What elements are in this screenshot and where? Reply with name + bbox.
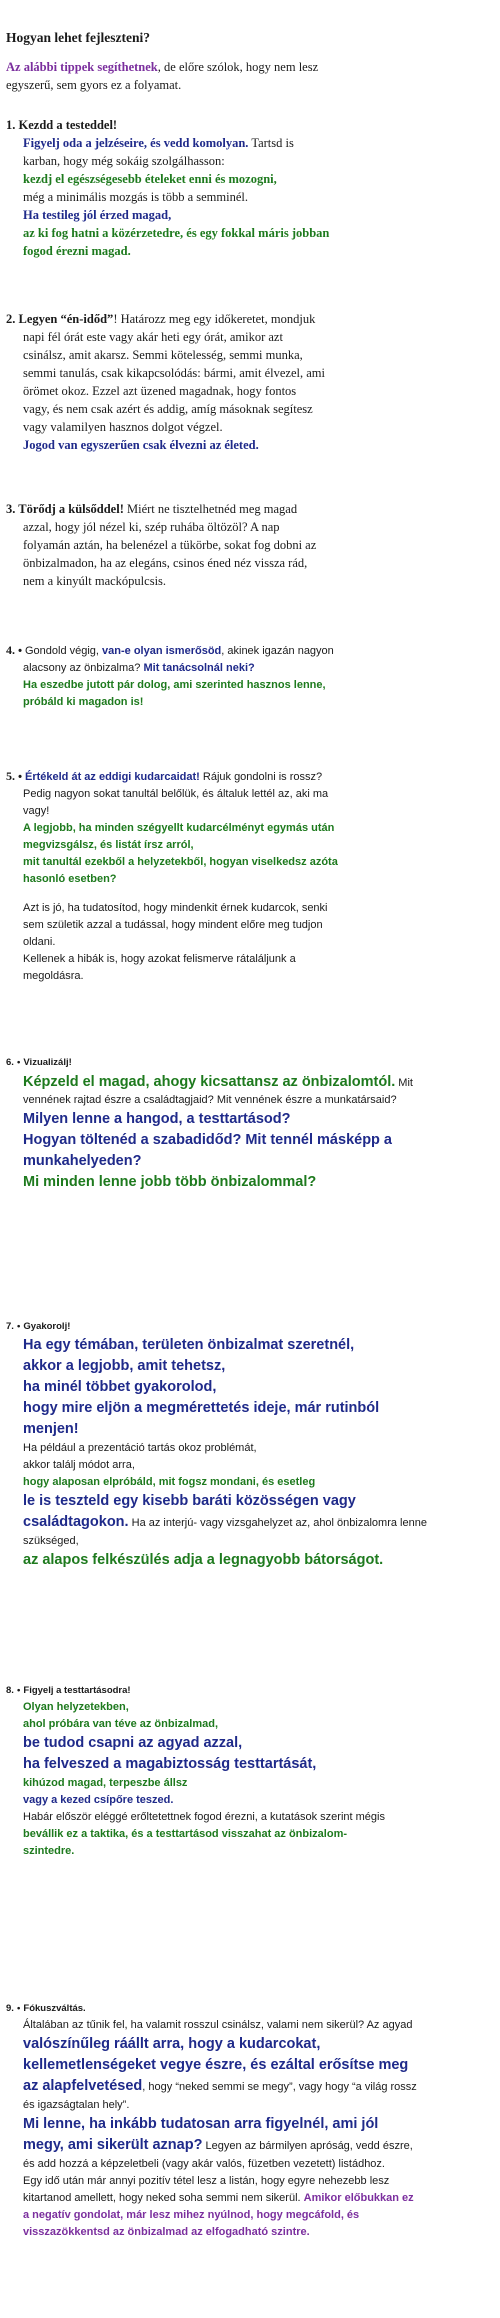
tip-3-line-2: azzal, hogy jól nézel ki, szép ruhába öltözöl? A nap [23,520,280,534]
tip-2-line-5: örömet okoz. Ezzel azt üzened magadnak, hogy fontos [23,384,297,398]
tip-9-line-12: visszazökkentsd az önbizalmad az elfogadható szintre. [23,2226,310,2238]
tip-6 [6,1054,496,1193]
tip-7-line-12: az alapos felkészülés adja a legnagyobb bátorságot. [23,1552,384,1568]
tip-3-line-4: önbizalmadon, ha az elegáns, csinos éned néz vissza rád, [23,556,308,570]
tip-6-label: Vizualizálj! [23,1057,72,1068]
tip-7-label: Gyakorolj! [23,1321,71,1332]
tip-9-line-10b: Amikor előbukkan ez [303,2192,414,2204]
tip-1-line-5: Ha testileg jól érzed magad, [23,208,172,222]
tip-4-line-2b: Mit tanácsolnál neki? [143,662,255,674]
tip-4-line-2a: alacsony az önbizalma? [23,662,144,674]
tip-8-line-9: szintedre. [23,1845,75,1857]
tip-2-line-2: napi fél órát este vagy akár heti egy órát, amikor azt [23,330,283,344]
tip-6-line-2: vennének rajtad észre a családtagjaid? Mit vennének észre a munkatársaid? [23,1094,397,1106]
tip-8-line-6: vagy a kezed csípőre teszed. [23,1794,174,1806]
tip-7-line-10b: Ha az interjú- vagy vizsgahelyzet az, ahol önbizalomra lenne [128,1517,427,1529]
tip-7-line-8: hogy alaposan elpróbáld, mit fogsz mondani, és esetleg [23,1476,316,1488]
tip-8-line-3: be tudod csapni az agyad azzal, [23,1735,243,1751]
tip-7-line-10a: családtagokon. [23,1514,129,1530]
tip-5-line-8: Azt is jó, ha tudatosítod, hogy mindenkit érnek kudarcok, senki [23,902,328,914]
tip-5-number: 5. [6,769,15,783]
tip-9-number: 9. [6,2003,14,2014]
tip-2 [6,310,496,454]
tip-7-line-5: menjen! [23,1421,79,1437]
tip-3 [6,500,496,590]
tip-9-line-2: valószínűleg ráállt arra, hogy a kudarcokat, [23,2036,321,2052]
tip-1-heading: 1. Kezdd a testeddel! [6,118,118,132]
tip-5-line-12: megoldásra. [23,970,84,982]
tip-1-line-7: fogod érezni magad. [23,244,131,258]
tip-1-line-4: még a minimális mozgás is több a semminél. [23,190,248,204]
tip-9-line-5: és igazságtalan hely”. [23,2099,130,2111]
tip-9-line-4a: az alapfelvetésed [23,2078,143,2094]
tip-9-line-3: kellemetlenségeket vegye észre, és ezáltal erősítse meg [23,2057,409,2073]
tip-5-line-7: hasonló esetben? [23,873,117,885]
bullet-icon: • [17,1685,21,1696]
tip-3-line-5: nem a kinyúlt mackópulcsis. [23,574,167,588]
tip-1-line-1a: Figyelj oda a jelzéseire, és vedd komolyan. [23,136,249,150]
tip-9-line-4b: , hogy “neked semmi se megy”, vagy hogy “a világ rossz [142,2081,417,2093]
tip-7-line-9: le is teszteld egy kisebb baráti közösségen vagy [23,1493,356,1509]
tip-9-line-9: Egy idő után már annyi pozitív tétel lesz a listán, hogy egyre nehezebb lesz [23,2175,390,2187]
tip-2-heading: 2. Legyen “én-időd” [6,312,114,326]
tip-3-line-3: folyamán aztán, ha belenézel a tükörbe, sokat fog dobni az [23,538,317,552]
tip-5-line-11: Kellenek a hibák is, hogy azokat felismerve rátaláljunk a [23,953,296,965]
tip-6-line-3: Milyen lenne a hangod, a testtartásod? [23,1111,291,1127]
bullet-icon: • [18,771,22,783]
tip-8-number: 8. [6,1685,14,1696]
tip-5-line-9: sem születik azzal a tudással, hogy mindent előre meg tudjon [23,919,323,931]
tip-2-line-1: ! Határozz meg egy időkeretet, mondjuk [113,312,316,326]
tip-5-line-5: megvizsgálsz, és listát írsz arról, [23,839,194,851]
tip-6-number: 6. [6,1057,14,1068]
tip-5-line-4: A legjobb, ha minden szégyellt kudarcélményt egymás után [23,822,335,834]
tip-4-line-4: próbáld ki magadon is! [23,696,144,708]
tip-4-line-1b: van-e olyan ismerősöd [102,645,222,657]
tip-7 [6,1318,496,1571]
page-title: Hogyan lehet fejleszteni? [6,30,150,45]
tip-2-line-4: semmi tanulás, csak kikapcsolódás: bármi, amit élvezel, ami [23,366,325,380]
tip-4-line-1a: Gondold végig, [24,645,103,657]
tip-1-line-3: kezdj el egészségesebb ételeket enni és mozogni, [23,172,277,186]
tip-6-line-4: Hogyan töltenéd a szabadidőd? Mit tennél másképp a [23,1132,392,1148]
tip-2-line-3: csinálsz, amit akarsz. Semmi kötelesség, semmi munka, [23,348,303,362]
tip-5 [6,768,496,985]
tip-4-number: 4. [6,643,15,657]
tip-5-heading: Értékeld át az eddigi kudarcaidat! [24,771,200,783]
bullet-icon: • [17,2003,21,2014]
tip-6-line-1a: Képzeld el magad, ahogy kicsattansz az önbizalomtól. [23,1074,396,1090]
tip-9-line-8: és add hozzá a képzeletbeli (vagy akár valós, füzetben vezetett) listádhoz. [23,2158,385,2170]
tip-8-line-8: bevállik ez a taktika, és a testtartásod visszahat az önbizalom- [23,1828,348,1840]
tip-9-label: Fókuszváltás. [23,2003,86,2014]
intro-rest-2: egyszerű, sem gyors ez a folyamat. [6,78,182,92]
tip-8-label: Figyelj a testtartásodra! [23,1685,131,1696]
tip-8-line-4: ha felveszed a magabiztosság testtartását, [23,1756,317,1772]
tip-6-line-1b: Mit [395,1077,413,1089]
tip-1-line-1b: Tartsd is [248,136,294,150]
tip-1-line-2: karban, hogy még sokáig szolgálhasson: [23,154,225,168]
tip-6-line-5: munkahelyeden? [23,1153,142,1169]
tip-2-line-7: vagy valamilyen hasznos dolgot végzel. [23,420,223,434]
tip-9-line-11: a negatív gondolat, már lesz mihez nyúlnod, hogy megcáfold, és [23,2209,360,2221]
tip-8-line-5: kihúzod magad, terpeszbe állsz [23,1777,188,1789]
tip-5-line-10: oldani. [23,936,56,948]
intro-lead: Az alábbi tippek segíthetnek [6,60,158,74]
bullet-icon: • [17,1057,21,1068]
tip-9-line-1: Általában az tűnik fel, ha valamit rosszul csinálsz, valami nem sikerül? Az agyad [23,2019,413,2031]
intro-rest-1: , de előre szólok, hogy nem lesz [157,60,319,74]
tip-1-line-6: az ki fog hatni a közérzetedre, és egy fokkal máris jobban [23,226,330,240]
tip-9-line-7b: Legyen az bármilyen apróság, vedd észre, [202,2140,413,2152]
bullet-icon: • [17,1321,21,1332]
tip-4-line-1c: , akinek igazán nagyon [221,645,334,657]
tip-9-line-10a: kitartanod amellett, hogy neked soha semmi nem sikerül. [23,2192,304,2204]
tip-9-line-7a: megy, ami sikerült aznap? [23,2137,203,2153]
tip-7-line-4: hogy mire eljön a megmérettetés ideje, már rutinból [23,1400,380,1416]
tip-7-line-2: akkor a legjobb, amit tehetsz, [23,1358,226,1374]
tip-7-number: 7. [6,1321,14,1332]
tip-7-line-7: akkor találj módot arra, [23,1459,135,1471]
tip-5-line-2: Pedig nagyon sokat tanultál belőlük, és általuk lettél az, aki ma [23,788,329,800]
tip-5-line-1: Rájuk gondolni is rossz? [199,771,323,783]
tip-3-heading: 3. Törődj a külsőddel! [6,502,124,516]
intro-paragraph [6,58,486,94]
tip-3-line-1: Miért ne tisztelhetnéd meg magad [123,502,298,516]
tip-7-line-3: ha minél többet gyakorolod, [23,1379,217,1395]
tip-2-line-6: vagy, és nem csak azért és addig, amíg másoknak segítesz [23,402,313,416]
tip-2-line-8: Jogod van egyszerűen csak élvezni az életed. [23,438,259,452]
tip-8-line-1: Olyan helyzetekben, [23,1701,129,1713]
tip-4-line-3: Ha eszedbe jutott pár dolog, ami szerinted hasznos lenne, [23,679,326,691]
tip-5-line-3: vagy! [23,805,50,817]
tip-9-line-6: Mi lenne, ha inkább tudatosan arra figyelnél, ami jól [23,2116,379,2132]
tip-8-line-2: ahol próbára van téve az önbizalmad, [23,1718,218,1730]
tip-8-line-7: Habár először eléggé erőltetettnek fogod érezni, a kutatások szerint mégis [23,1811,385,1823]
tip-6-line-6: Mi minden lenne jobb több önbizalommal? [23,1174,317,1190]
tip-7-line-1: Ha egy témában, területen önbizalmat szeretnél, [23,1337,355,1353]
tip-9 [6,2000,496,2241]
tip-7-line-6: Ha például a prezentáció tartás okoz problémát, [23,1442,257,1454]
tip-1 [6,116,496,260]
tip-4 [6,642,496,711]
tip-8 [6,1682,496,1860]
tip-7-line-11: szükséged, [23,1535,79,1547]
bullet-icon: • [18,645,22,657]
tip-5-line-6: mit tanultál ezekből a helyzetekből, hogyan viselkedsz azóta [23,856,338,868]
